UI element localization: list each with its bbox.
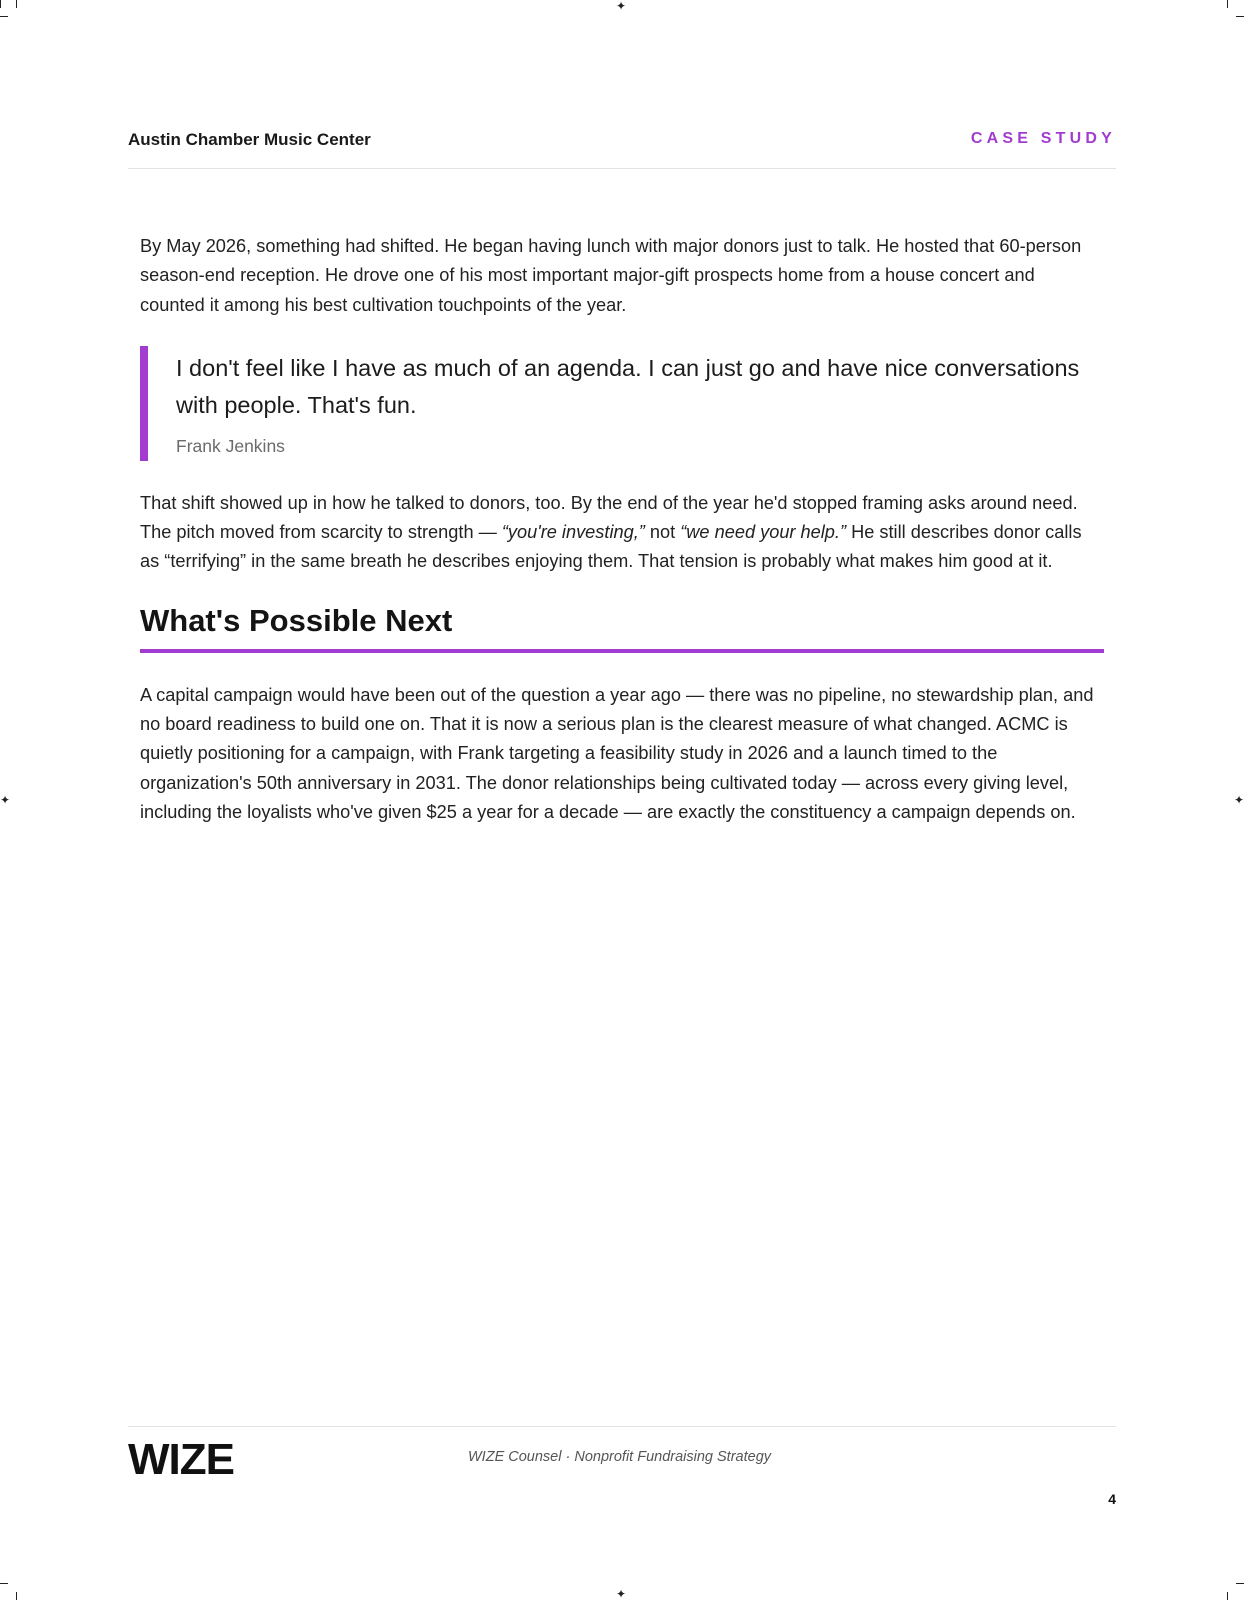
registration-mark-right: ✦ (1234, 793, 1244, 807)
paragraph-2-text: not (644, 522, 681, 543)
paragraph-2-text: He still describes donor calls as “terrifying” in the same breath he describes enjoying them. That tension is probably what makes him good at it. (140, 522, 1082, 572)
paragraph-2-emphasis-1: “you're investing,” (501, 522, 645, 543)
body-paragraph-1: By May 2026, something had shifted. He began having lunch with major donors just to talk. He hosted that 60-person season-end reception. He drove one of his most important major-gift prospects home from a house concert and counted it among his best cultivation touchpoints of the year. (140, 236, 1082, 315)
crop-mark-br (1227, 1592, 1228, 1600)
page-header (128, 126, 1116, 169)
registration-mark-bottom: ✦ (616, 1587, 627, 1601)
crop-mark-tl (0, 0, 1, 8)
registration-mark-top: ✦ (616, 0, 627, 13)
page-number: 4 (1108, 1491, 1116, 1507)
crop-mark-tr-h (1236, 16, 1244, 17)
main-content (140, 232, 1104, 827)
section-title: What's Possible Next (140, 603, 1104, 653)
quote-attribution: Frank Jenkins (176, 435, 285, 456)
registration-mark-left: ✦ (0, 793, 11, 807)
body-paragraph-2 (140, 489, 1104, 577)
paragraph-2-emphasis-2: “we need your help.” (680, 522, 847, 543)
case-study-label: CASE STUDY (970, 130, 1116, 147)
crop-mark-br-h (1236, 1583, 1244, 1584)
page-footer (128, 1426, 1116, 1487)
paragraph-2-text: That shift showed up in how he talked to donors, too. By the end of the year he'd stopped framing asks around need. The pitch moved from scarcity to strength — (140, 492, 1078, 543)
footer-tagline: WIZE Counsel · Nonprofit Fundraising Strategy (468, 1449, 772, 1465)
wize-logo: WIZE (128, 1435, 234, 1484)
crop-mark-tl-left (16, 0, 17, 8)
crop-mark-tr (1227, 0, 1228, 8)
organization-name: Austin Chamber Music Center (128, 130, 371, 149)
pull-quote (140, 346, 1104, 461)
crop-mark-bl (16, 1592, 17, 1600)
quote-text: I don't feel like I have as much of an agenda. I can just go and have nice conversations with people. That's fun. (176, 354, 1080, 418)
crop-mark-bl-h (0, 1583, 8, 1584)
crop-mark-tl-hz (0, 16, 8, 17)
body-paragraph-3: A capital campaign would have been out of the question a year ago — there was no pipeline, no stewardship plan, and no board readiness to build one on. That it is now a serious plan is the clearest measure of what changed. ACMC is quietly positioning for a campaign, with Frank targeting a feasibility study in 2026 and a launch timed to the organization's 50th anniversary in 2031. The donor relationships being cultivated today — across every giving level, including the loyalists who've given $25 a year for a decade — are exactly the constituency a campaign depends on. (140, 684, 1094, 822)
